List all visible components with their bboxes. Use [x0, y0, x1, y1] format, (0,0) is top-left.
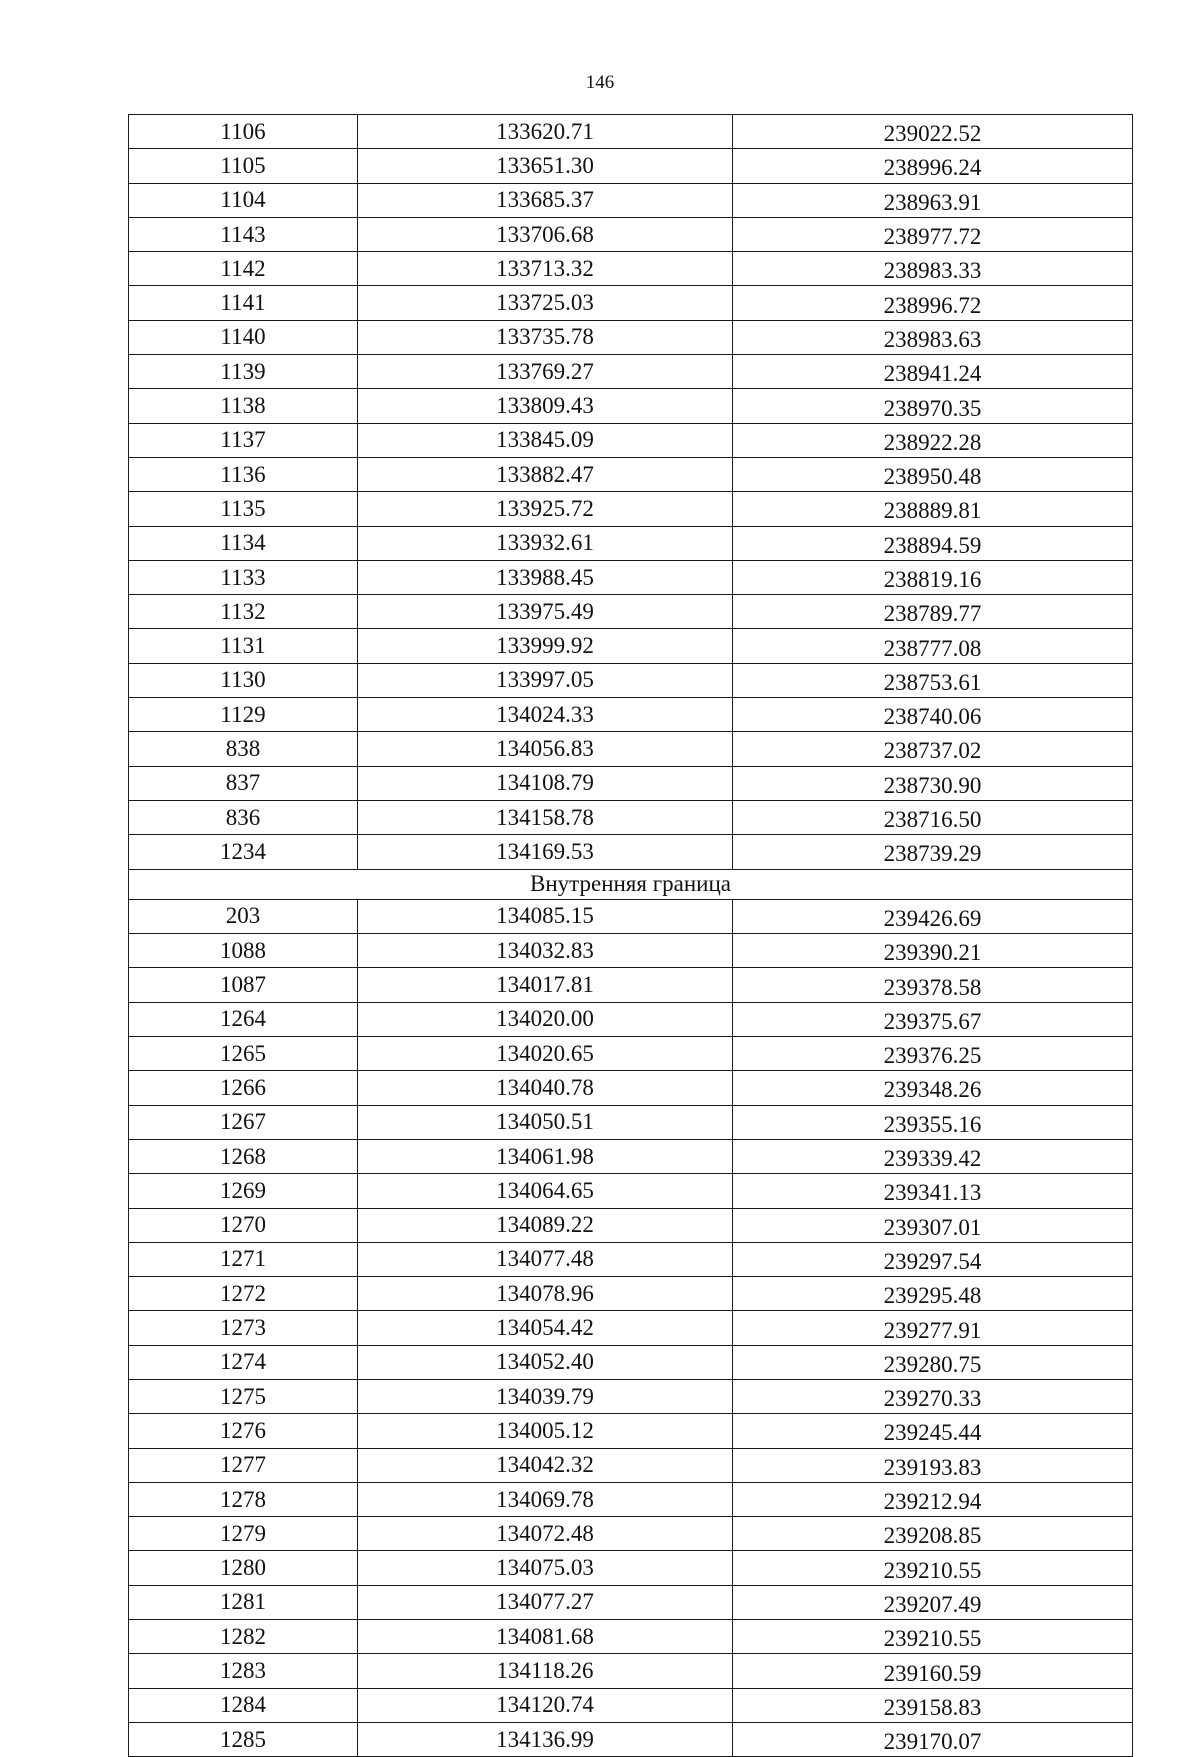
page-number: 146 [585, 72, 615, 93]
table-row [129, 1482, 1133, 1516]
y-coordinate-cell: 239277.91 [733, 1311, 1133, 1345]
table-row [129, 492, 1133, 526]
x-coordinate-cell: 134120.74 [358, 1688, 733, 1722]
table-row [129, 1002, 1133, 1036]
point-number-cell: 1135 [129, 492, 358, 526]
y-coordinate-cell: 239375.67 [733, 1002, 1133, 1036]
table-row [129, 934, 1133, 968]
x-coordinate-cell: 133706.68 [358, 217, 733, 251]
point-number-cell: 1283 [129, 1654, 358, 1688]
x-coordinate-cell: 134052.40 [358, 1345, 733, 1379]
x-coordinate-cell: 133713.32 [358, 252, 733, 286]
y-coordinate-cell: 239270.33 [733, 1379, 1133, 1413]
point-number-cell: 1143 [129, 217, 358, 251]
x-coordinate-cell: 134118.26 [358, 1654, 733, 1688]
y-coordinate-cell: 238970.35 [733, 389, 1133, 423]
x-coordinate-cell: 134077.27 [358, 1585, 733, 1619]
y-coordinate-cell: 238819.16 [733, 560, 1133, 594]
x-coordinate-cell: 134032.83 [358, 934, 733, 968]
y-coordinate-cell: 238740.06 [733, 698, 1133, 732]
point-number-cell: 1138 [129, 389, 358, 423]
point-number-cell: 1269 [129, 1174, 358, 1208]
x-coordinate-cell: 134072.48 [358, 1517, 733, 1551]
point-number-cell: 1129 [129, 698, 358, 732]
table-row [129, 899, 1133, 933]
x-coordinate-cell: 134050.51 [358, 1105, 733, 1139]
x-coordinate-cell: 134085.15 [358, 899, 733, 933]
table-row [129, 1688, 1133, 1722]
x-coordinate-cell: 133932.61 [358, 526, 733, 560]
x-coordinate-cell: 134075.03 [358, 1551, 733, 1585]
x-coordinate-cell: 134064.65 [358, 1174, 733, 1208]
y-coordinate-cell: 239426.69 [733, 899, 1133, 933]
point-number-cell: 1267 [129, 1105, 358, 1139]
x-coordinate-cell: 133988.45 [358, 560, 733, 594]
point-number-cell: 1284 [129, 1688, 358, 1722]
point-number-cell: 1140 [129, 320, 358, 354]
x-coordinate-cell: 133685.37 [358, 183, 733, 217]
table-row [129, 457, 1133, 491]
y-coordinate-cell: 239193.83 [733, 1448, 1133, 1482]
table-row [129, 355, 1133, 389]
x-coordinate-cell: 133882.47 [358, 457, 733, 491]
x-coordinate-cell: 134020.00 [358, 1002, 733, 1036]
y-coordinate-cell: 239295.48 [733, 1277, 1133, 1311]
x-coordinate-cell: 133925.72 [358, 492, 733, 526]
table-row [129, 389, 1133, 423]
table-row [129, 1654, 1133, 1688]
x-coordinate-cell: 134017.81 [358, 968, 733, 1002]
point-number-cell: 1234 [129, 835, 358, 869]
table-row [129, 1585, 1133, 1619]
y-coordinate-cell: 239297.54 [733, 1242, 1133, 1276]
point-number-cell: 1133 [129, 560, 358, 594]
point-number-cell: 1273 [129, 1311, 358, 1345]
point-number-cell: 1281 [129, 1585, 358, 1619]
point-number-cell: 1270 [129, 1208, 358, 1242]
table-row [129, 835, 1133, 869]
x-coordinate-cell: 133997.05 [358, 663, 733, 697]
table-row [129, 766, 1133, 800]
point-number-cell: 1285 [129, 1722, 358, 1756]
table-row [129, 1620, 1133, 1654]
x-coordinate-cell: 133845.09 [358, 423, 733, 457]
table-row [129, 1277, 1133, 1311]
y-coordinate-cell: 238777.08 [733, 629, 1133, 663]
table-row [129, 1517, 1133, 1551]
table-row [129, 217, 1133, 251]
y-coordinate-cell: 238983.63 [733, 320, 1133, 354]
y-coordinate-cell: 239378.58 [733, 968, 1133, 1002]
y-coordinate-cell: 238996.24 [733, 149, 1133, 183]
y-coordinate-cell: 239207.49 [733, 1585, 1133, 1619]
table-row [129, 1105, 1133, 1139]
y-coordinate-cell: 239339.42 [733, 1139, 1133, 1173]
y-coordinate-cell: 238996.72 [733, 286, 1133, 320]
point-number-cell: 1105 [129, 149, 358, 183]
x-coordinate-cell: 134020.65 [358, 1037, 733, 1071]
y-coordinate-cell: 239170.07 [733, 1722, 1133, 1756]
y-coordinate-cell: 238730.90 [733, 766, 1133, 800]
point-number-cell: 1139 [129, 355, 358, 389]
x-coordinate-cell: 134089.22 [358, 1208, 733, 1242]
x-coordinate-cell: 134056.83 [358, 732, 733, 766]
y-coordinate-cell: 239212.94 [733, 1482, 1133, 1516]
x-coordinate-cell: 134005.12 [358, 1414, 733, 1448]
y-coordinate-cell: 239160.59 [733, 1654, 1133, 1688]
x-coordinate-cell: 134054.42 [358, 1311, 733, 1345]
y-coordinate-cell: 238977.72 [733, 217, 1133, 251]
point-number-cell: 838 [129, 732, 358, 766]
x-coordinate-cell: 134040.78 [358, 1071, 733, 1105]
coordinates-table [128, 114, 1133, 1757]
table-row [129, 1071, 1133, 1105]
x-coordinate-cell: 134069.78 [358, 1482, 733, 1516]
table-row [129, 320, 1133, 354]
y-coordinate-cell: 238894.59 [733, 526, 1133, 560]
table-row [129, 732, 1133, 766]
point-number-cell: 1282 [129, 1620, 358, 1654]
table-row [129, 1414, 1133, 1448]
table-row [129, 252, 1133, 286]
point-number-cell: 1278 [129, 1482, 358, 1516]
y-coordinate-cell: 239210.55 [733, 1551, 1133, 1585]
y-coordinate-cell: 239210.55 [733, 1620, 1133, 1654]
x-coordinate-cell: 134024.33 [358, 698, 733, 732]
point-number-cell: 1268 [129, 1139, 358, 1173]
table-row [129, 1174, 1133, 1208]
x-coordinate-cell: 134158.78 [358, 800, 733, 834]
point-number-cell: 1275 [129, 1379, 358, 1413]
point-number-cell: 1277 [129, 1448, 358, 1482]
point-number-cell: 1131 [129, 629, 358, 663]
point-number-cell: 1132 [129, 595, 358, 629]
point-number-cell: 1276 [129, 1414, 358, 1448]
y-coordinate-cell: 238922.28 [733, 423, 1133, 457]
y-coordinate-cell: 238716.50 [733, 800, 1133, 834]
x-coordinate-cell: 134039.79 [358, 1379, 733, 1413]
x-coordinate-cell: 134136.99 [358, 1722, 733, 1756]
y-coordinate-cell: 238739.29 [733, 835, 1133, 869]
y-coordinate-cell: 239280.75 [733, 1345, 1133, 1379]
y-coordinate-cell: 238753.61 [733, 663, 1133, 697]
table-row [129, 183, 1133, 217]
point-number-cell: 1136 [129, 457, 358, 491]
point-number-cell: 1087 [129, 968, 358, 1002]
x-coordinate-cell: 134042.32 [358, 1448, 733, 1482]
table-row [129, 286, 1133, 320]
table-row [129, 800, 1133, 834]
table-row [129, 968, 1133, 1002]
table-row [129, 1139, 1133, 1173]
y-coordinate-cell: 239022.52 [733, 115, 1133, 149]
point-number-cell: 1272 [129, 1277, 358, 1311]
y-coordinate-cell: 238789.77 [733, 595, 1133, 629]
y-coordinate-cell: 239245.44 [733, 1414, 1133, 1448]
x-coordinate-cell: 134077.48 [358, 1242, 733, 1276]
point-number-cell: 836 [129, 800, 358, 834]
y-coordinate-cell: 238950.48 [733, 457, 1133, 491]
y-coordinate-cell: 238889.81 [733, 492, 1133, 526]
y-coordinate-cell: 239158.83 [733, 1688, 1133, 1722]
point-number-cell: 1104 [129, 183, 358, 217]
x-coordinate-cell: 133975.49 [358, 595, 733, 629]
section-header-row [129, 869, 1133, 899]
y-coordinate-cell: 238941.24 [733, 355, 1133, 389]
y-coordinate-cell: 238963.91 [733, 183, 1133, 217]
table-row [129, 526, 1133, 560]
point-number-cell: 1280 [129, 1551, 358, 1585]
table-row [129, 1448, 1133, 1482]
x-coordinate-cell: 134169.53 [358, 835, 733, 869]
point-number-cell: 1264 [129, 1002, 358, 1036]
point-number-cell: 1088 [129, 934, 358, 968]
table-row [129, 423, 1133, 457]
point-number-cell: 1130 [129, 663, 358, 697]
x-coordinate-cell: 134108.79 [358, 766, 733, 800]
table-row [129, 698, 1133, 732]
point-number-cell: 1142 [129, 252, 358, 286]
table-row [129, 1551, 1133, 1585]
section-title: Внутренняя граница [129, 869, 1133, 899]
table-row [129, 1242, 1133, 1276]
point-number-cell: 1137 [129, 423, 358, 457]
table-row [129, 560, 1133, 594]
y-coordinate-cell: 238983.33 [733, 252, 1133, 286]
y-coordinate-cell: 238737.02 [733, 732, 1133, 766]
point-number-cell: 1134 [129, 526, 358, 560]
table-row [129, 1722, 1133, 1756]
point-number-cell: 203 [129, 899, 358, 933]
table-row [129, 663, 1133, 697]
table-row [129, 115, 1133, 149]
table-row [129, 629, 1133, 663]
point-number-cell: 1106 [129, 115, 358, 149]
x-coordinate-cell: 133620.71 [358, 115, 733, 149]
point-number-cell: 1141 [129, 286, 358, 320]
table-row [129, 595, 1133, 629]
table-row [129, 1037, 1133, 1071]
coordinates-table-body [129, 115, 1133, 1757]
y-coordinate-cell: 239348.26 [733, 1071, 1133, 1105]
x-coordinate-cell: 133651.30 [358, 149, 733, 183]
point-number-cell: 837 [129, 766, 358, 800]
table-row [129, 1345, 1133, 1379]
table-row [129, 149, 1133, 183]
x-coordinate-cell: 133735.78 [358, 320, 733, 354]
point-number-cell: 1271 [129, 1242, 358, 1276]
point-number-cell: 1274 [129, 1345, 358, 1379]
point-number-cell: 1265 [129, 1037, 358, 1071]
table-row [129, 1208, 1133, 1242]
table-row [129, 1379, 1133, 1413]
y-coordinate-cell: 239355.16 [733, 1105, 1133, 1139]
x-coordinate-cell: 133769.27 [358, 355, 733, 389]
x-coordinate-cell: 134061.98 [358, 1139, 733, 1173]
y-coordinate-cell: 239307.01 [733, 1208, 1133, 1242]
point-number-cell: 1279 [129, 1517, 358, 1551]
x-coordinate-cell: 134081.68 [358, 1620, 733, 1654]
table-row [129, 1311, 1133, 1345]
x-coordinate-cell: 133999.92 [358, 629, 733, 663]
x-coordinate-cell: 133725.03 [358, 286, 733, 320]
x-coordinate-cell: 133809.43 [358, 389, 733, 423]
x-coordinate-cell: 134078.96 [358, 1277, 733, 1311]
y-coordinate-cell: 239390.21 [733, 934, 1133, 968]
point-number-cell: 1266 [129, 1071, 358, 1105]
y-coordinate-cell: 239376.25 [733, 1037, 1133, 1071]
y-coordinate-cell: 239341.13 [733, 1174, 1133, 1208]
y-coordinate-cell: 239208.85 [733, 1517, 1133, 1551]
